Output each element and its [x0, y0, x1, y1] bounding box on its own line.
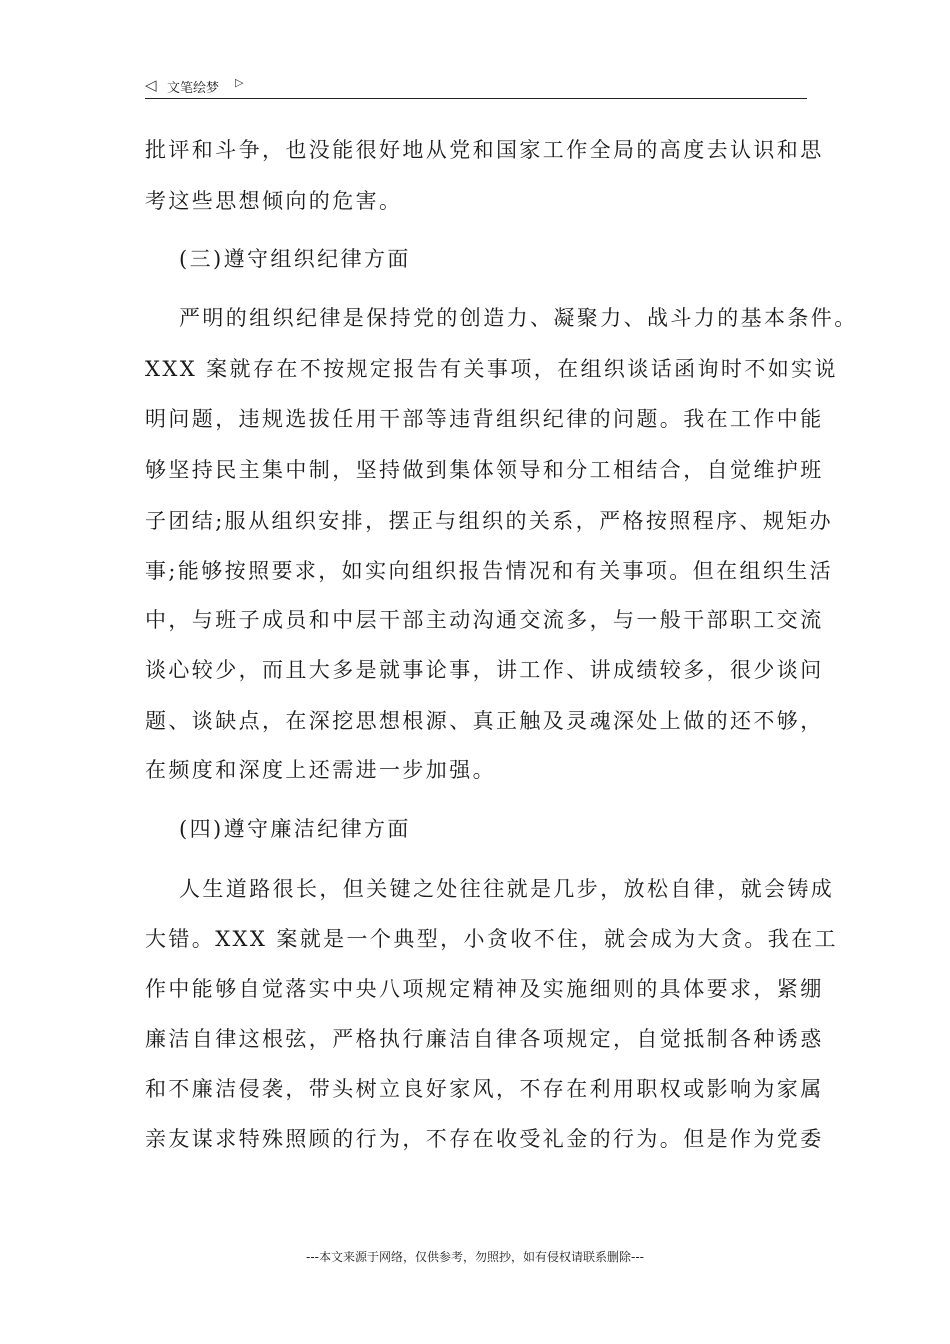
text-line: 在频度和深度上还需进一步加强。 [145, 758, 496, 782]
text-line: XXX 案就存在不按规定报告有关事项，在组织谈话函询时不如实说 [145, 357, 838, 381]
page-footer: ---本文来源于网络，仅供参考，勿照抄，如有侵权请联系删除--- [306, 1250, 644, 1264]
text-line: 和不廉洁侵袭，带头树立良好家风，不存在利用职权或影响为家属 [145, 1077, 824, 1101]
text-line: 作中能够自觉落实中央八项规定精神及实施细则的具体要求，紧绷 [145, 977, 824, 1001]
text-line: 谈心较少，而且大多是就事论事，讲工作、讲成绩较多，很少谈问 [145, 658, 824, 682]
text-line: 考这些思想倾向的危害。 [145, 189, 403, 213]
text-line: 批评和斗争，也没能很好地从党和国家工作全局的高度去认识和思 [145, 138, 824, 162]
text-line: 人生道路很长，但关键之处往往就是几步，放松自律，就会铸成 [179, 877, 835, 901]
triangle-right-icon: ▷ [235, 76, 244, 89]
text-line: 够坚持民主集中制，坚持做到集体领导和分工相结合，自觉维护班 [145, 458, 824, 482]
header-title: 文笔绘梦 [167, 81, 220, 96]
text-line: 明问题，违规选拔任用干部等违背组织纪律的问题。我在工作中能 [145, 407, 824, 431]
text-line: 子团结;服从组织安排，摆正与组织的关系，严格按照程序、规矩办 [145, 509, 834, 533]
triangle-left-icon: ◁ [145, 76, 157, 94]
text-line: 严明的组织纪律是保持党的创造力、凝聚力、战斗力的基本条件。 [179, 306, 858, 330]
text-line: 中，与班子成员和中层干部主动沟通交流多，与一般干部职工交流 [145, 608, 824, 632]
section-heading: (四)遵守廉洁纪律方面 [179, 817, 411, 841]
section-heading: (三)遵守组织纪律方面 [179, 247, 411, 271]
text-line: 廉洁自律这根弦，严格执行廉洁自律各项规定，自觉抵制各种诱惑 [145, 1027, 824, 1051]
text-line: 亲友谋求特殊照顾的行为，不存在收受礼金的行为。但是作为党委 [145, 1127, 824, 1151]
page-header [145, 74, 807, 99]
text-line: 大错。XXX 案就是一个典型，小贪收不住，就会成为大贪。我在工 [145, 927, 838, 951]
text-line: 题、谈缺点，在深挖思想根源、真正触及灵魂深处上做的还不够， [145, 709, 824, 733]
text-line: 事;能够按照要求，如实向组织报告情况和有关事项。但在组织生活 [145, 559, 834, 583]
